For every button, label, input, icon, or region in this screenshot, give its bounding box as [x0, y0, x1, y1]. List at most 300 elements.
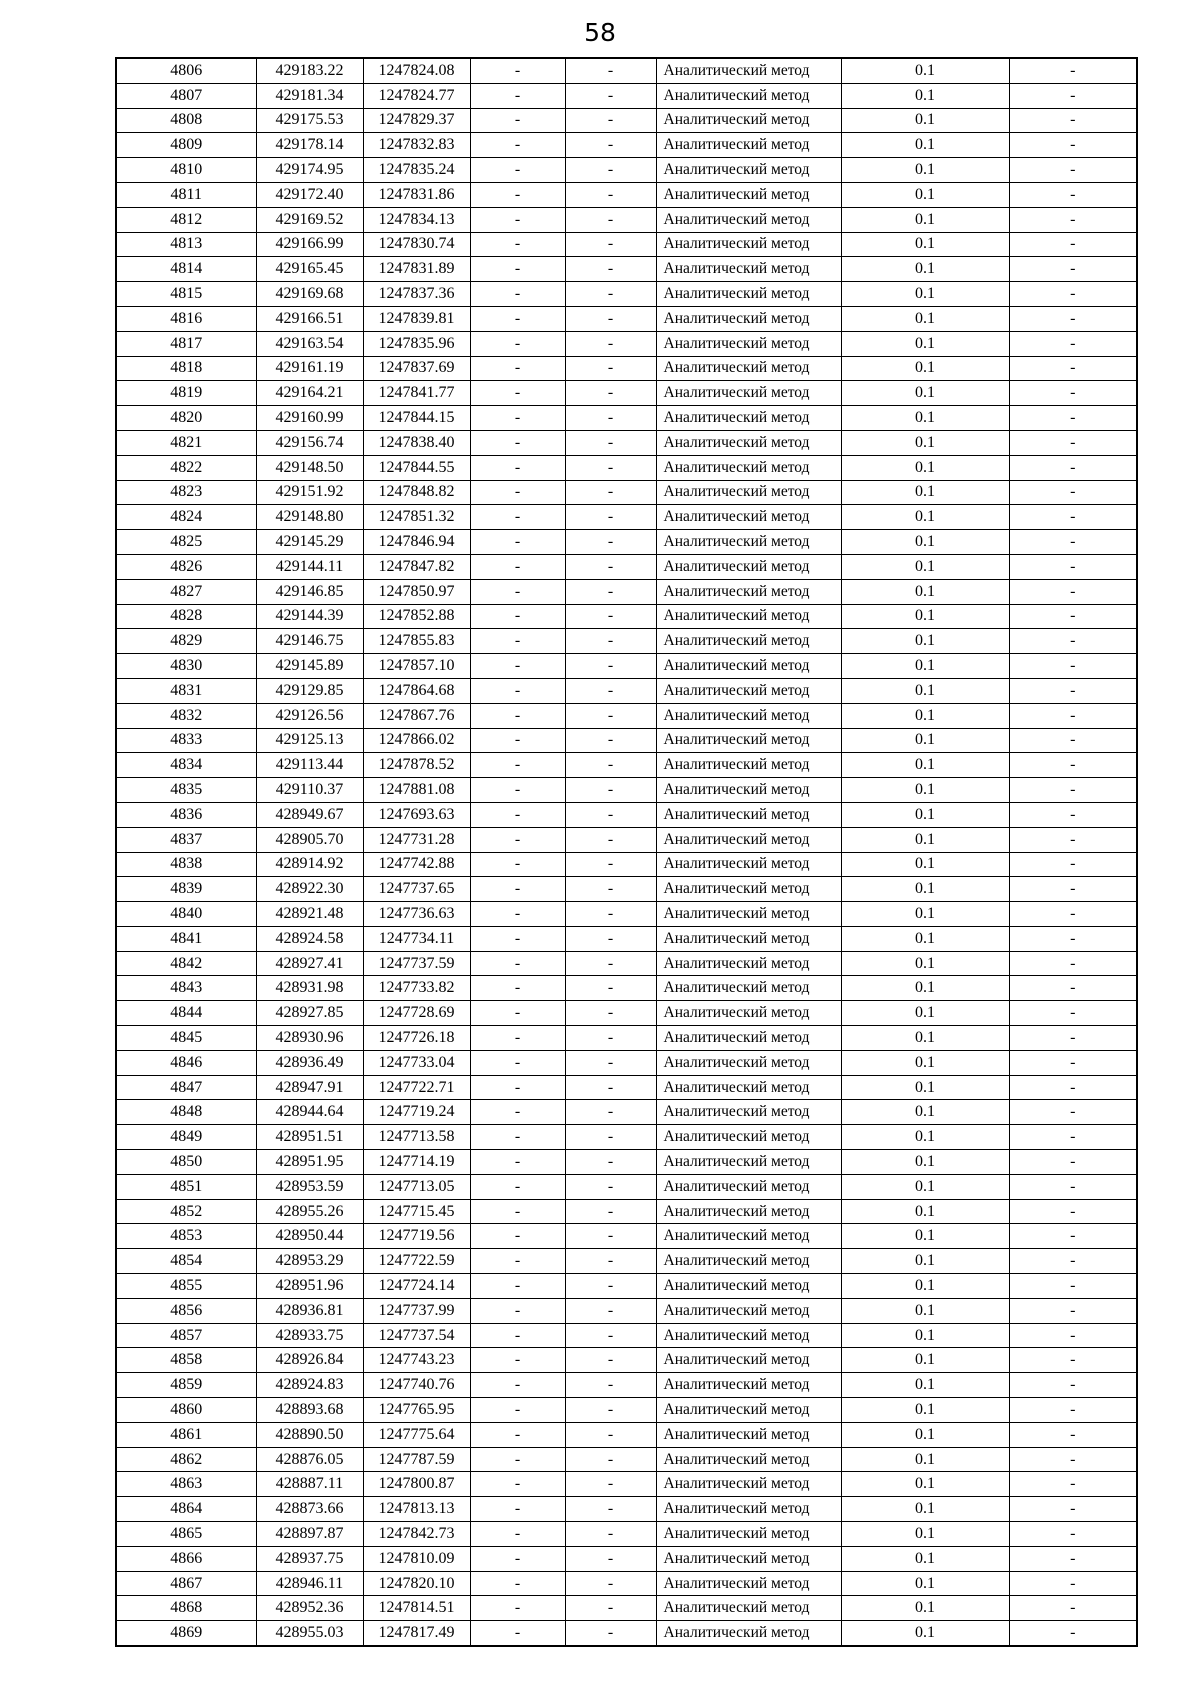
- accuracy-cell: 0.1: [841, 1125, 1009, 1150]
- table-row: [116, 430, 1137, 455]
- table-row: [116, 455, 1137, 480]
- empty-value-cell: -: [470, 1026, 565, 1051]
- empty-value-cell: -: [1009, 976, 1137, 1001]
- empty-value-cell: -: [1009, 1050, 1137, 1075]
- point-number-cell: 4828: [116, 604, 256, 629]
- y-coordinate-cell: 1247837.36: [363, 282, 470, 307]
- point-number-cell: 4859: [116, 1373, 256, 1398]
- empty-value-cell: -: [1009, 282, 1137, 307]
- table-row: [116, 1323, 1137, 1348]
- point-number-cell: 4816: [116, 306, 256, 331]
- empty-value-cell: -: [565, 579, 656, 604]
- point-number-cell: 4834: [116, 753, 256, 778]
- method-cell: Аналитический метод: [656, 406, 841, 431]
- table-row: [116, 579, 1137, 604]
- empty-value-cell: -: [470, 926, 565, 951]
- empty-value-cell: -: [1009, 1224, 1137, 1249]
- table-row: [116, 331, 1137, 356]
- method-cell: Аналитический метод: [656, 802, 841, 827]
- table-row: [116, 1174, 1137, 1199]
- accuracy-cell: 0.1: [841, 480, 1009, 505]
- empty-value-cell: -: [470, 232, 565, 257]
- method-cell: Аналитический метод: [656, 430, 841, 455]
- x-coordinate-cell: 429183.22: [256, 58, 363, 83]
- table-row: [116, 133, 1137, 158]
- point-number-cell: 4823: [116, 480, 256, 505]
- method-cell: Аналитический метод: [656, 902, 841, 927]
- empty-value-cell: -: [565, 554, 656, 579]
- method-cell: Аналитический метод: [656, 1323, 841, 1348]
- x-coordinate-cell: 428924.83: [256, 1373, 363, 1398]
- x-coordinate-cell: 429166.99: [256, 232, 363, 257]
- empty-value-cell: -: [1009, 629, 1137, 654]
- table-row: [116, 406, 1137, 431]
- y-coordinate-cell: 1247737.54: [363, 1323, 470, 1348]
- point-number-cell: 4826: [116, 554, 256, 579]
- empty-value-cell: -: [1009, 1075, 1137, 1100]
- point-number-cell: 4827: [116, 579, 256, 604]
- empty-value-cell: -: [565, 83, 656, 108]
- y-coordinate-cell: 1247844.15: [363, 406, 470, 431]
- empty-value-cell: -: [1009, 1497, 1137, 1522]
- empty-value-cell: -: [470, 505, 565, 530]
- accuracy-cell: 0.1: [841, 1571, 1009, 1596]
- empty-value-cell: -: [1009, 1274, 1137, 1299]
- method-cell: Аналитический метод: [656, 554, 841, 579]
- empty-value-cell: -: [470, 356, 565, 381]
- accuracy-cell: 0.1: [841, 1621, 1009, 1646]
- accuracy-cell: 0.1: [841, 629, 1009, 654]
- point-number-cell: 4815: [116, 282, 256, 307]
- empty-value-cell: -: [1009, 108, 1137, 133]
- accuracy-cell: 0.1: [841, 282, 1009, 307]
- accuracy-cell: 0.1: [841, 1075, 1009, 1100]
- empty-value-cell: -: [470, 207, 565, 232]
- accuracy-cell: 0.1: [841, 902, 1009, 927]
- empty-value-cell: -: [565, 530, 656, 555]
- point-number-cell: 4861: [116, 1422, 256, 1447]
- empty-value-cell: -: [470, 1571, 565, 1596]
- table-row: [116, 1001, 1137, 1026]
- accuracy-cell: 0.1: [841, 951, 1009, 976]
- point-number-cell: 4821: [116, 430, 256, 455]
- method-cell: Аналитический метод: [656, 381, 841, 406]
- x-coordinate-cell: 428950.44: [256, 1224, 363, 1249]
- y-coordinate-cell: 1247714.19: [363, 1150, 470, 1175]
- empty-value-cell: -: [1009, 1150, 1137, 1175]
- table-row: [116, 1546, 1137, 1571]
- y-coordinate-cell: 1247824.08: [363, 58, 470, 83]
- x-coordinate-cell: 428924.58: [256, 926, 363, 951]
- empty-value-cell: -: [565, 1274, 656, 1299]
- method-cell: Аналитический метод: [656, 1075, 841, 1100]
- x-coordinate-cell: 429165.45: [256, 257, 363, 282]
- empty-value-cell: -: [470, 951, 565, 976]
- y-coordinate-cell: 1247737.59: [363, 951, 470, 976]
- y-coordinate-cell: 1247740.76: [363, 1373, 470, 1398]
- empty-value-cell: -: [565, 1026, 656, 1051]
- accuracy-cell: 0.1: [841, 1472, 1009, 1497]
- empty-value-cell: -: [565, 1150, 656, 1175]
- x-coordinate-cell: 429181.34: [256, 83, 363, 108]
- method-cell: Аналитический метод: [656, 1249, 841, 1274]
- method-cell: Аналитический метод: [656, 108, 841, 133]
- method-cell: Аналитический метод: [656, 1348, 841, 1373]
- empty-value-cell: -: [470, 331, 565, 356]
- empty-value-cell: -: [565, 406, 656, 431]
- method-cell: Аналитический метод: [656, 1224, 841, 1249]
- y-coordinate-cell: 1247881.08: [363, 778, 470, 803]
- method-cell: Аналитический метод: [656, 579, 841, 604]
- method-cell: Аналитический метод: [656, 629, 841, 654]
- point-number-cell: 4833: [116, 728, 256, 753]
- method-cell: Аналитический метод: [656, 1373, 841, 1398]
- empty-value-cell: -: [565, 1422, 656, 1447]
- method-cell: Аналитический метод: [656, 133, 841, 158]
- point-number-cell: 4865: [116, 1522, 256, 1547]
- table-row: [116, 1026, 1137, 1051]
- y-coordinate-cell: 1247722.59: [363, 1249, 470, 1274]
- y-coordinate-cell: 1247731.28: [363, 827, 470, 852]
- x-coordinate-cell: 428927.41: [256, 951, 363, 976]
- table-row: [116, 703, 1137, 728]
- y-coordinate-cell: 1247722.71: [363, 1075, 470, 1100]
- table-row: [116, 158, 1137, 183]
- table-row: [116, 951, 1137, 976]
- empty-value-cell: -: [470, 455, 565, 480]
- method-cell: Аналитический метод: [656, 1571, 841, 1596]
- y-coordinate-cell: 1247831.89: [363, 257, 470, 282]
- empty-value-cell: -: [470, 1298, 565, 1323]
- table-row: [116, 1199, 1137, 1224]
- empty-value-cell: -: [1009, 530, 1137, 555]
- empty-value-cell: -: [565, 728, 656, 753]
- empty-value-cell: -: [470, 1323, 565, 1348]
- empty-value-cell: -: [565, 1447, 656, 1472]
- empty-value-cell: -: [565, 505, 656, 530]
- y-coordinate-cell: 1247851.32: [363, 505, 470, 530]
- point-number-cell: 4849: [116, 1125, 256, 1150]
- accuracy-cell: 0.1: [841, 852, 1009, 877]
- table-row: [116, 802, 1137, 827]
- table-row: [116, 1373, 1137, 1398]
- y-coordinate-cell: 1247724.14: [363, 1274, 470, 1299]
- empty-value-cell: -: [1009, 778, 1137, 803]
- method-cell: Аналитический метод: [656, 976, 841, 1001]
- accuracy-cell: 0.1: [841, 579, 1009, 604]
- empty-value-cell: -: [470, 1497, 565, 1522]
- table-row: [116, 852, 1137, 877]
- accuracy-cell: 0.1: [841, 83, 1009, 108]
- table-row: [116, 1274, 1137, 1299]
- table-body: [116, 58, 1137, 1646]
- table-row: [116, 1422, 1137, 1447]
- y-coordinate-cell: 1247743.23: [363, 1348, 470, 1373]
- method-cell: Аналитический метод: [656, 1274, 841, 1299]
- point-number-cell: 4807: [116, 83, 256, 108]
- empty-value-cell: -: [565, 1472, 656, 1497]
- table-row: [116, 1621, 1137, 1646]
- empty-value-cell: -: [565, 976, 656, 1001]
- empty-value-cell: -: [565, 604, 656, 629]
- method-cell: Аналитический метод: [656, 58, 841, 83]
- table-row: [116, 604, 1137, 629]
- empty-value-cell: -: [470, 902, 565, 927]
- accuracy-cell: 0.1: [841, 1026, 1009, 1051]
- empty-value-cell: -: [470, 976, 565, 1001]
- x-coordinate-cell: 429163.54: [256, 331, 363, 356]
- table-row: [116, 530, 1137, 555]
- point-number-cell: 4842: [116, 951, 256, 976]
- x-coordinate-cell: 428873.66: [256, 1497, 363, 1522]
- empty-value-cell: -: [1009, 1398, 1137, 1423]
- empty-value-cell: -: [565, 1546, 656, 1571]
- x-coordinate-cell: 429151.92: [256, 480, 363, 505]
- accuracy-cell: 0.1: [841, 207, 1009, 232]
- accuracy-cell: 0.1: [841, 381, 1009, 406]
- point-number-cell: 4810: [116, 158, 256, 183]
- y-coordinate-cell: 1247844.55: [363, 455, 470, 480]
- point-number-cell: 4846: [116, 1050, 256, 1075]
- empty-value-cell: -: [565, 778, 656, 803]
- table-row: [116, 480, 1137, 505]
- table-row: [116, 1150, 1137, 1175]
- empty-value-cell: -: [565, 480, 656, 505]
- empty-value-cell: -: [565, 1224, 656, 1249]
- method-cell: Аналитический метод: [656, 306, 841, 331]
- empty-value-cell: -: [565, 182, 656, 207]
- empty-value-cell: -: [565, 1298, 656, 1323]
- x-coordinate-cell: 429148.80: [256, 505, 363, 530]
- accuracy-cell: 0.1: [841, 1199, 1009, 1224]
- point-number-cell: 4853: [116, 1224, 256, 1249]
- point-number-cell: 4811: [116, 182, 256, 207]
- empty-value-cell: -: [565, 158, 656, 183]
- method-cell: Аналитический метод: [656, 753, 841, 778]
- empty-value-cell: -: [1009, 579, 1137, 604]
- accuracy-cell: 0.1: [841, 877, 1009, 902]
- point-number-cell: 4837: [116, 827, 256, 852]
- x-coordinate-cell: 429169.68: [256, 282, 363, 307]
- empty-value-cell: -: [565, 1323, 656, 1348]
- empty-value-cell: -: [470, 1075, 565, 1100]
- table-row: [116, 1398, 1137, 1423]
- accuracy-cell: 0.1: [841, 654, 1009, 679]
- empty-value-cell: -: [1009, 802, 1137, 827]
- point-number-cell: 4822: [116, 455, 256, 480]
- table-row: [116, 306, 1137, 331]
- x-coordinate-cell: 429172.40: [256, 182, 363, 207]
- x-coordinate-cell: 429146.85: [256, 579, 363, 604]
- empty-value-cell: -: [470, 1348, 565, 1373]
- point-number-cell: 4840: [116, 902, 256, 927]
- empty-value-cell: -: [1009, 505, 1137, 530]
- x-coordinate-cell: 428953.29: [256, 1249, 363, 1274]
- y-coordinate-cell: 1247829.37: [363, 108, 470, 133]
- empty-value-cell: -: [1009, 331, 1137, 356]
- y-coordinate-cell: 1247800.87: [363, 1472, 470, 1497]
- y-coordinate-cell: 1247852.88: [363, 604, 470, 629]
- empty-value-cell: -: [565, 1596, 656, 1621]
- x-coordinate-cell: 428931.98: [256, 976, 363, 1001]
- x-coordinate-cell: 428955.26: [256, 1199, 363, 1224]
- accuracy-cell: 0.1: [841, 728, 1009, 753]
- empty-value-cell: -: [565, 282, 656, 307]
- empty-value-cell: -: [470, 753, 565, 778]
- empty-value-cell: -: [565, 1125, 656, 1150]
- x-coordinate-cell: 429178.14: [256, 133, 363, 158]
- accuracy-cell: 0.1: [841, 1249, 1009, 1274]
- method-cell: Аналитический метод: [656, 480, 841, 505]
- empty-value-cell: -: [1009, 58, 1137, 83]
- table-row: [116, 182, 1137, 207]
- x-coordinate-cell: 428951.51: [256, 1125, 363, 1150]
- point-number-cell: 4817: [116, 331, 256, 356]
- x-coordinate-cell: 429129.85: [256, 678, 363, 703]
- empty-value-cell: -: [1009, 455, 1137, 480]
- empty-value-cell: -: [470, 678, 565, 703]
- empty-value-cell: -: [1009, 1100, 1137, 1125]
- accuracy-cell: 0.1: [841, 1348, 1009, 1373]
- table-row: [116, 902, 1137, 927]
- y-coordinate-cell: 1247733.82: [363, 976, 470, 1001]
- empty-value-cell: -: [470, 1001, 565, 1026]
- method-cell: Аналитический метод: [656, 852, 841, 877]
- point-number-cell: 4832: [116, 703, 256, 728]
- empty-value-cell: -: [470, 1274, 565, 1299]
- empty-value-cell: -: [565, 108, 656, 133]
- x-coordinate-cell: 428914.92: [256, 852, 363, 877]
- method-cell: Аналитический метод: [656, 455, 841, 480]
- empty-value-cell: -: [1009, 1596, 1137, 1621]
- x-coordinate-cell: 428926.84: [256, 1348, 363, 1373]
- empty-value-cell: -: [1009, 1001, 1137, 1026]
- table-row: [116, 976, 1137, 1001]
- table-row: [116, 877, 1137, 902]
- empty-value-cell: -: [1009, 83, 1137, 108]
- y-coordinate-cell: 1247824.77: [363, 83, 470, 108]
- method-cell: Аналитический метод: [656, 778, 841, 803]
- x-coordinate-cell: 428944.64: [256, 1100, 363, 1125]
- empty-value-cell: -: [1009, 381, 1137, 406]
- empty-value-cell: -: [470, 1224, 565, 1249]
- method-cell: Аналитический метод: [656, 1596, 841, 1621]
- point-number-cell: 4808: [116, 108, 256, 133]
- empty-value-cell: -: [470, 728, 565, 753]
- empty-value-cell: -: [470, 133, 565, 158]
- table-row: [116, 58, 1137, 83]
- y-coordinate-cell: 1247736.63: [363, 902, 470, 927]
- accuracy-cell: 0.1: [841, 455, 1009, 480]
- accuracy-cell: 0.1: [841, 232, 1009, 257]
- empty-value-cell: -: [470, 306, 565, 331]
- empty-value-cell: -: [565, 926, 656, 951]
- point-number-cell: 4852: [116, 1199, 256, 1224]
- table-row: [116, 282, 1137, 307]
- accuracy-cell: 0.1: [841, 158, 1009, 183]
- point-number-cell: 4831: [116, 678, 256, 703]
- empty-value-cell: -: [1009, 827, 1137, 852]
- x-coordinate-cell: 429146.75: [256, 629, 363, 654]
- table-row: [116, 1298, 1137, 1323]
- empty-value-cell: -: [565, 1100, 656, 1125]
- accuracy-cell: 0.1: [841, 1447, 1009, 1472]
- accuracy-cell: 0.1: [841, 1001, 1009, 1026]
- method-cell: Аналитический метод: [656, 703, 841, 728]
- empty-value-cell: -: [1009, 753, 1137, 778]
- y-coordinate-cell: 1247719.24: [363, 1100, 470, 1125]
- point-number-cell: 4854: [116, 1249, 256, 1274]
- method-cell: Аналитический метод: [656, 1447, 841, 1472]
- method-cell: Аналитический метод: [656, 877, 841, 902]
- accuracy-cell: 0.1: [841, 554, 1009, 579]
- empty-value-cell: -: [565, 257, 656, 282]
- method-cell: Аналитический метод: [656, 1546, 841, 1571]
- x-coordinate-cell: 428936.49: [256, 1050, 363, 1075]
- empty-value-cell: -: [470, 778, 565, 803]
- empty-value-cell: -: [1009, 728, 1137, 753]
- point-number-cell: 4868: [116, 1596, 256, 1621]
- empty-value-cell: -: [1009, 1323, 1137, 1348]
- empty-value-cell: -: [1009, 877, 1137, 902]
- empty-value-cell: -: [470, 381, 565, 406]
- y-coordinate-cell: 1247857.10: [363, 654, 470, 679]
- empty-value-cell: -: [565, 703, 656, 728]
- empty-value-cell: -: [1009, 554, 1137, 579]
- x-coordinate-cell: 429156.74: [256, 430, 363, 455]
- x-coordinate-cell: 429164.21: [256, 381, 363, 406]
- empty-value-cell: -: [1009, 1298, 1137, 1323]
- x-coordinate-cell: 428947.91: [256, 1075, 363, 1100]
- x-coordinate-cell: 428876.05: [256, 1447, 363, 1472]
- x-coordinate-cell: 428955.03: [256, 1621, 363, 1646]
- point-number-cell: 4841: [116, 926, 256, 951]
- y-coordinate-cell: 1247734.11: [363, 926, 470, 951]
- empty-value-cell: -: [1009, 703, 1137, 728]
- empty-value-cell: -: [565, 852, 656, 877]
- point-number-cell: 4839: [116, 877, 256, 902]
- method-cell: Аналитический метод: [656, 207, 841, 232]
- empty-value-cell: -: [470, 1422, 565, 1447]
- table-row: [116, 356, 1137, 381]
- empty-value-cell: -: [470, 83, 565, 108]
- empty-value-cell: -: [470, 654, 565, 679]
- point-number-cell: 4864: [116, 1497, 256, 1522]
- x-coordinate-cell: 428951.96: [256, 1274, 363, 1299]
- empty-value-cell: -: [470, 554, 565, 579]
- empty-value-cell: -: [565, 629, 656, 654]
- empty-value-cell: -: [1009, 480, 1137, 505]
- method-cell: Аналитический метод: [656, 604, 841, 629]
- empty-value-cell: -: [470, 1472, 565, 1497]
- empty-value-cell: -: [565, 1621, 656, 1646]
- empty-value-cell: -: [470, 1150, 565, 1175]
- point-number-cell: 4843: [116, 976, 256, 1001]
- y-coordinate-cell: 1247726.18: [363, 1026, 470, 1051]
- x-coordinate-cell: 428936.81: [256, 1298, 363, 1323]
- empty-value-cell: -: [470, 430, 565, 455]
- empty-value-cell: -: [470, 530, 565, 555]
- accuracy-cell: 0.1: [841, 1522, 1009, 1547]
- empty-value-cell: -: [565, 331, 656, 356]
- y-coordinate-cell: 1247838.40: [363, 430, 470, 455]
- accuracy-cell: 0.1: [841, 331, 1009, 356]
- y-coordinate-cell: 1247850.97: [363, 579, 470, 604]
- method-cell: Аналитический метод: [656, 1026, 841, 1051]
- y-coordinate-cell: 1247742.88: [363, 852, 470, 877]
- empty-value-cell: -: [1009, 1199, 1137, 1224]
- accuracy-cell: 0.1: [841, 530, 1009, 555]
